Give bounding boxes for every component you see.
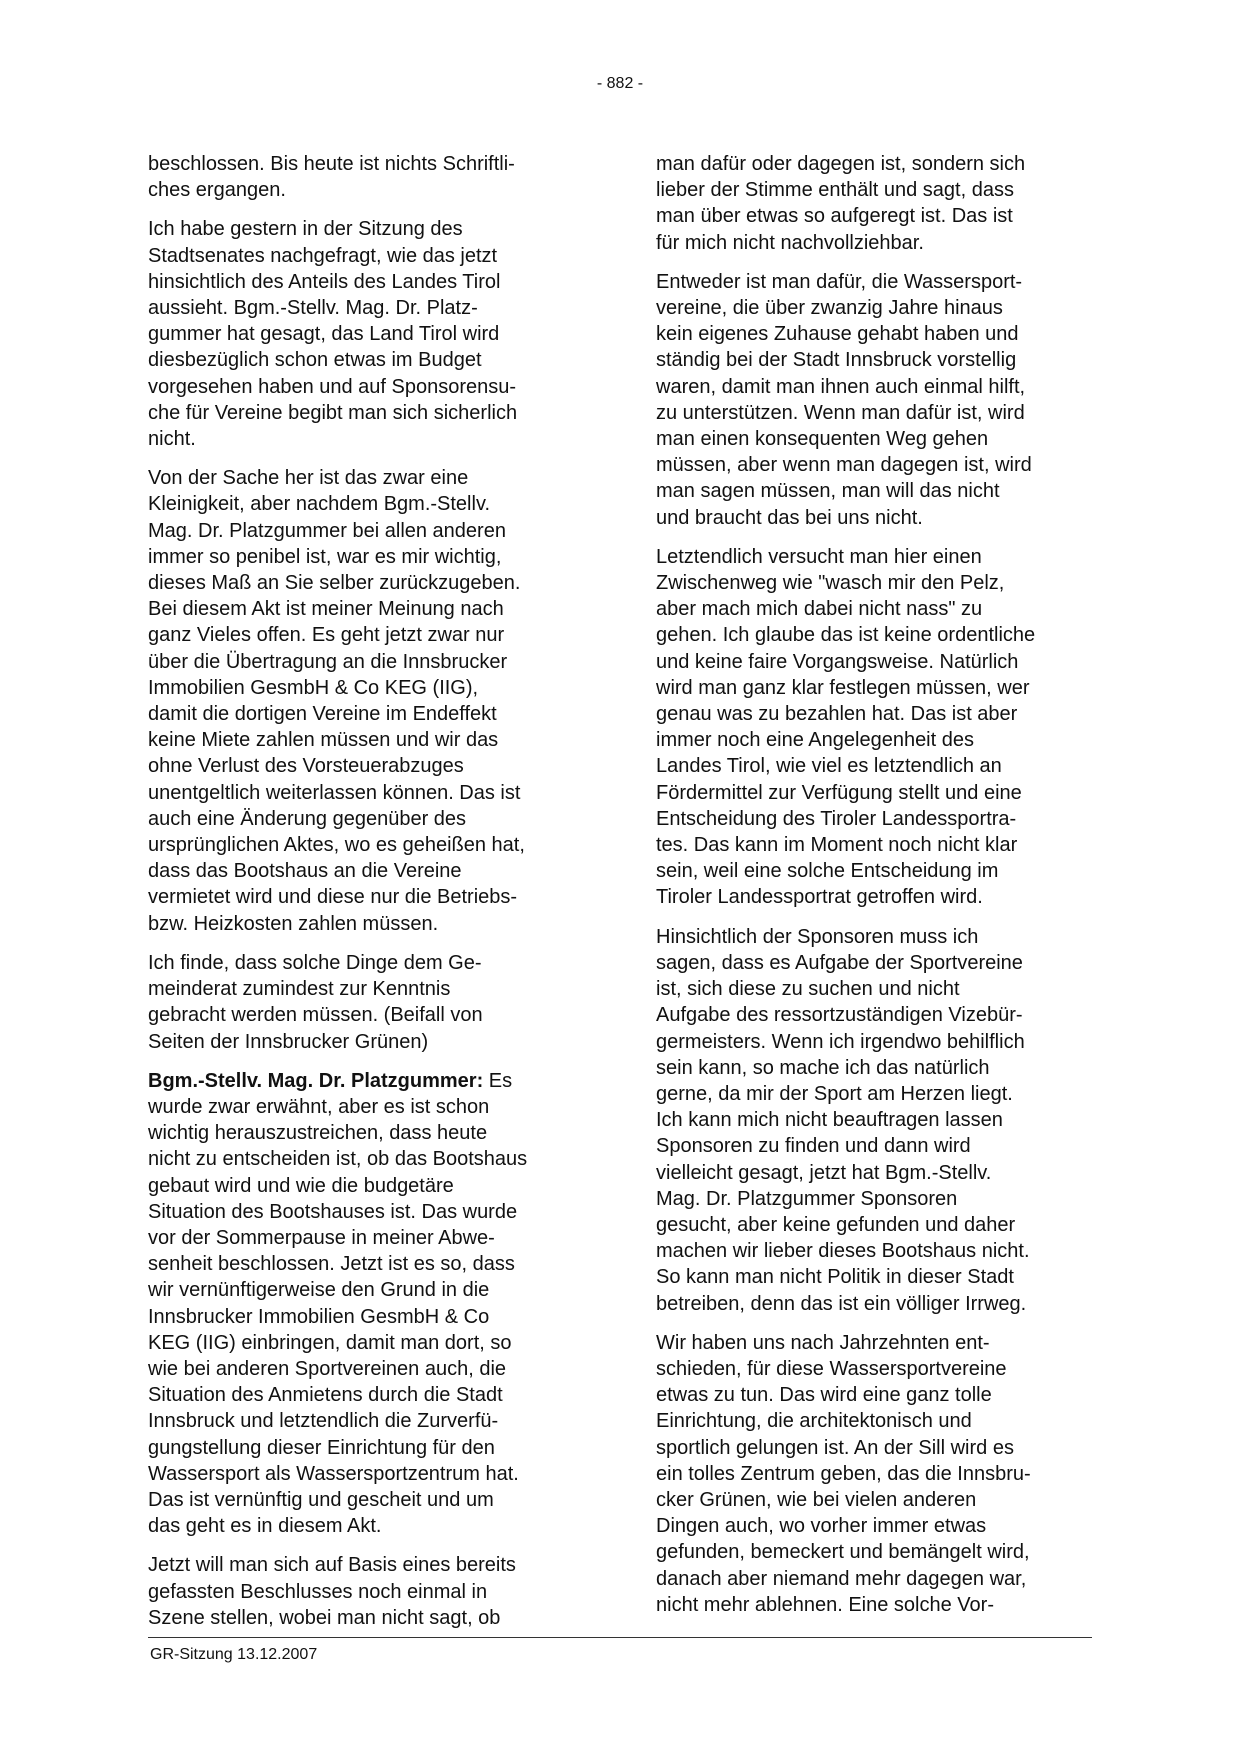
paragraph: Wir haben uns nach Jahrzehnten ent- schieden, für diese Wassersportvereine etwas zu tun. Das wird eine ganz tolle Einrichtung, die architektonisch und sportlich gelungen ist. An der Sill wird es ein tolles Zentrum geben, das die Innsbru- cker Grünen, wie bei vielen anderen Dingen auch, wo vorher immer etwas gefunden, bemeckert und bemängelt wird, danach aber niemand mehr dagegen war, nicht mehr ablehnen. Eine solche Vor- (656, 1331, 1031, 1616)
paragraph: Jetzt will man sich auf Basis eines bereits gefassten Beschlusses noch einmal in Szene stellen, wobei man nicht sagt, ob (148, 1554, 516, 1629)
left-column (148, 151, 588, 1644)
page-number: - 882 - (596, 75, 644, 92)
paragraph: Hinsichtlich der Sponsoren muss ich sagen, dass es Aufgabe der Sportvereine ist, sich diese zu suchen und nicht Aufgabe des ressortzuständigen Vizebür- germeisters. Wenn ich irgendwo behilflich sein kann, so mache ich das natürlich gerne, da mir der Sport am Herzen liegt. Ich kann mich nicht beauftragen lassen Sponsoren zu finden und dann wird vielleicht gesagt, jetzt hat Bgm.-Stellv. Mag. Dr. Platzgummer Sponsoren gesucht, aber keine gefunden und daher machen wir lieber dieses Bootshaus nicht. So kann man nicht Politik in dieser Stadt betreiben, denn das ist ein völliger Irrweg. (656, 925, 1030, 1315)
paragraph: Ich habe gestern in der Sitzung des Stadtsenates nachgefragt, wie das jetzt hinsichtlich des Anteils des Landes Tirol aussieht. Bgm.-Stellv. Mag. Dr. Platz- gummer hat gesagt, das Land Tirol wird diesbezüglich schon etwas im Budget vorgesehen haben und auf Sponsorensu- che für Vereine begibt man sich sicherlich nicht. (148, 218, 518, 451)
footer-divider (148, 1637, 1092, 1638)
right-column (656, 151, 1096, 1631)
paragraph: Letztendlich versucht man hier einen Zwischenweg wie "wasch mir den Pelz, aber mach mich dabei nicht nass" zu gehen. Ich glaube das ist keine ordentliche und keine faire Vorgangsweise. Natürlich wird man ganz klar festlegen müssen, wer genau was zu bezahlen hat. Das ist aber immer noch eine Angelegenheit des Landes Tirol, wie viel es letztendlich an Fördermittel zur Verfügung stellt und eine Entscheidung des Tiroler Landessportra- tes. Das kann im Moment noch nicht klar sein, weil eine solche Entscheidung im Tiroler Landessportrat getroffen wird. (656, 545, 1036, 909)
speech-text: Es wurde zwar erwähnt, aber es ist schon wichtig herauszustreichen, dass heute nicht zu entscheiden ist, ob das Bootshaus gebaut wird und wie die budgetäre Situation des Bootshauses ist. Das wurde vor der Sommerpause in meiner Abwe- senheit beschlossen. Jetzt ist es so, dass wir vernünftigerweise den Grund in die Innsbrucker Immobilien GesmbH & Co KEG (IIG) einbringen, damit man dort, so wie bei anderen Sportvereinen auch, die Situation des Anmietens durch die Stadt Innsbruck und letztendlich die Zurverfü- gungstellung dieser Einrichtung für den Wassersport als Wassersportzentrum hat. Das ist vernünftig und gescheit und um das geht es in diesem Akt. (148, 1069, 528, 1538)
paragraph: Ich finde, dass solche Dinge dem Ge- meinderat zumindest zur Kenntnis gebracht werden müssen. (Beifall von Seiten der Innsbrucker Grünen) (148, 951, 483, 1053)
paragraph: Entweder ist man dafür, die Wassersport- vereine, die über zwanzig Jahre hinaus kein eigenes Zuhause gehabt haben und ständig bei der Stadt Innsbruck vorstellig waren, damit man ihnen auch einmal hilft, zu unterstützen. Wenn man dafür ist, wird man einen konsequenten Weg gehen müssen, aber wenn man dagegen ist, wird man sagen müssen, man will das nicht und braucht das bei uns nicht. (656, 270, 1032, 529)
footer-session-date: GR-Sitzung 13.12.2007 (150, 1646, 318, 1663)
paragraph: Von der Sache her ist das zwar eine Kleinigkeit, aber nachdem Bgm.-Stellv. Mag. Dr. Platzgummer bei allen anderen immer so penibel ist, war es mir wichtig, dieses Maß an Sie selber zurückzugeben. Bei diesem Akt ist meiner Meinung nach ganz Vieles offen. Es geht jetzt zwar nur über die Übertragung an die Innsbrucker Immobilien GesmbH & Co KEG (IIG), damit die dortigen Vereine im Endeffekt keine Miete zahlen müssen und wir das ohne Verlust des Vorsteuerabzuges unentgeltlich weiterlassen können. Das ist auch eine Änderung gegenüber des ursprünglichen Aktes, wo es geheißen hat, dass das Bootshaus an die Vereine vermietet wird und diese nur die Betriebs- bzw. Heizkosten zahlen müssen. (148, 467, 525, 935)
speaker-name: Bgm.-Stellv. Mag. Dr. Platzgummer: (148, 1069, 484, 1092)
speech-paragraph (148, 1068, 588, 1540)
paragraph: beschlossen. Bis heute ist nichts Schriftli- ches ergangen. (148, 153, 515, 202)
paragraph: man dafür oder dagegen ist, sondern sich lieber der Stimme enthält und sagt, dass man über etwas so aufgeregt ist. Das ist für mich nicht nachvollziehbar. (656, 153, 1026, 254)
